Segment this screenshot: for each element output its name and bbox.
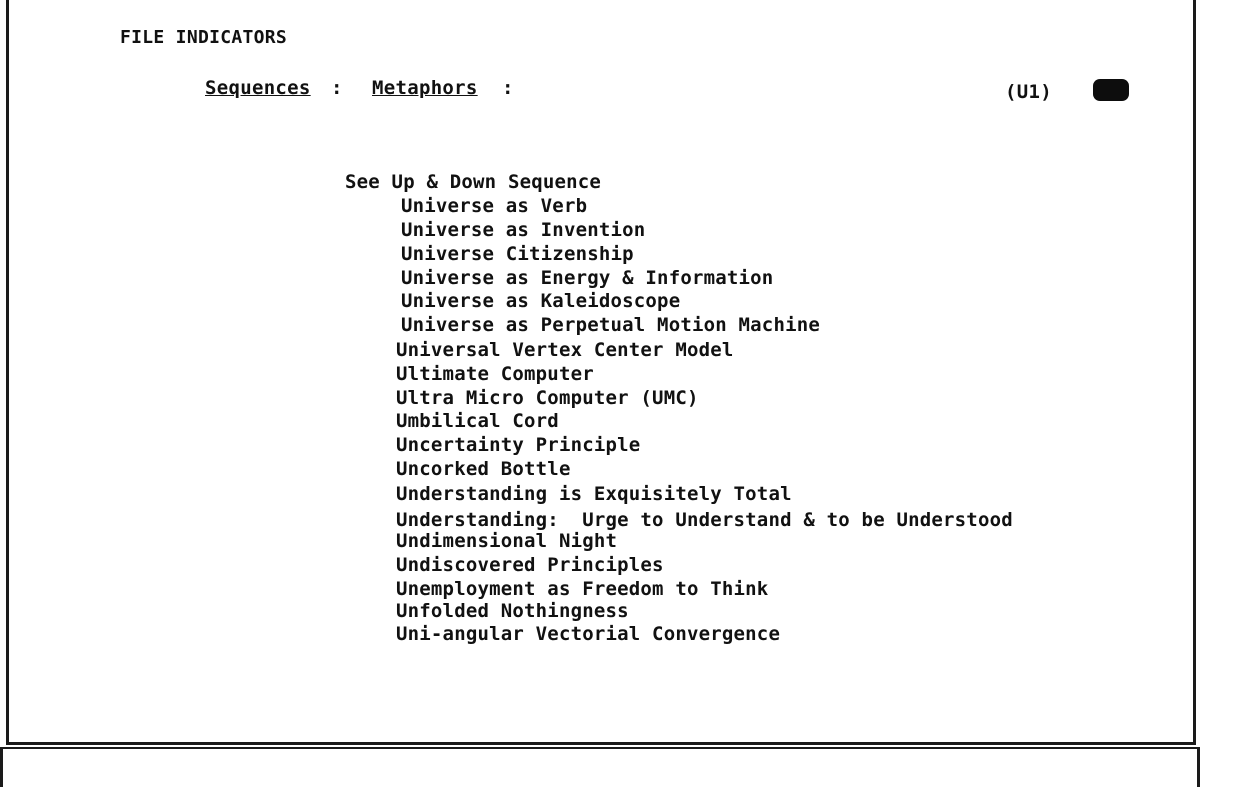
list-item: Ultimate Computer	[396, 363, 594, 385]
sequences-label: Sequences	[205, 77, 311, 99]
list-item: Undiscovered Principles	[396, 554, 664, 576]
list-item: Universe as Kaleidoscope	[401, 290, 681, 312]
metaphors-label: Metaphors	[372, 77, 478, 99]
card-title: FILE INDICATORS	[120, 27, 288, 48]
list-item: Understanding: Urge to Understand & to be Understood	[396, 509, 1013, 531]
next-index-card-edge	[0, 747, 1200, 787]
list-item: Universe Citizenship	[401, 243, 634, 265]
list-item: Universal Vertex Center Model	[396, 339, 734, 361]
list-item: Uncertainty Principle	[396, 434, 641, 456]
tab-marker	[1093, 79, 1129, 101]
list-item: Undimensional Night	[396, 530, 618, 552]
list-item: Unfolded Nothingness	[396, 600, 629, 622]
list-item: Universe as Invention	[401, 219, 646, 241]
list-item: Understanding is Exquisitely Total	[396, 483, 792, 505]
list-item: Universe as Verb	[401, 195, 588, 217]
metaphors-colon: :	[502, 77, 514, 99]
see-also-line: See Up & Down Sequence	[345, 171, 602, 193]
list-item: Ultra Micro Computer (UMC)	[396, 387, 699, 409]
list-item: Uni-angular Vectorial Convergence	[396, 623, 781, 645]
sequences-colon: :	[331, 77, 343, 99]
list-item: Universe as Energy & Information	[401, 267, 774, 289]
list-item: Umbilical Cord	[396, 410, 559, 432]
card-code: (U1)	[1005, 81, 1052, 103]
list-item: Uncorked Bottle	[396, 458, 571, 480]
list-item: Unemployment as Freedom to Think	[396, 578, 769, 600]
list-item: Universe as Perpetual Motion Machine	[401, 314, 821, 336]
